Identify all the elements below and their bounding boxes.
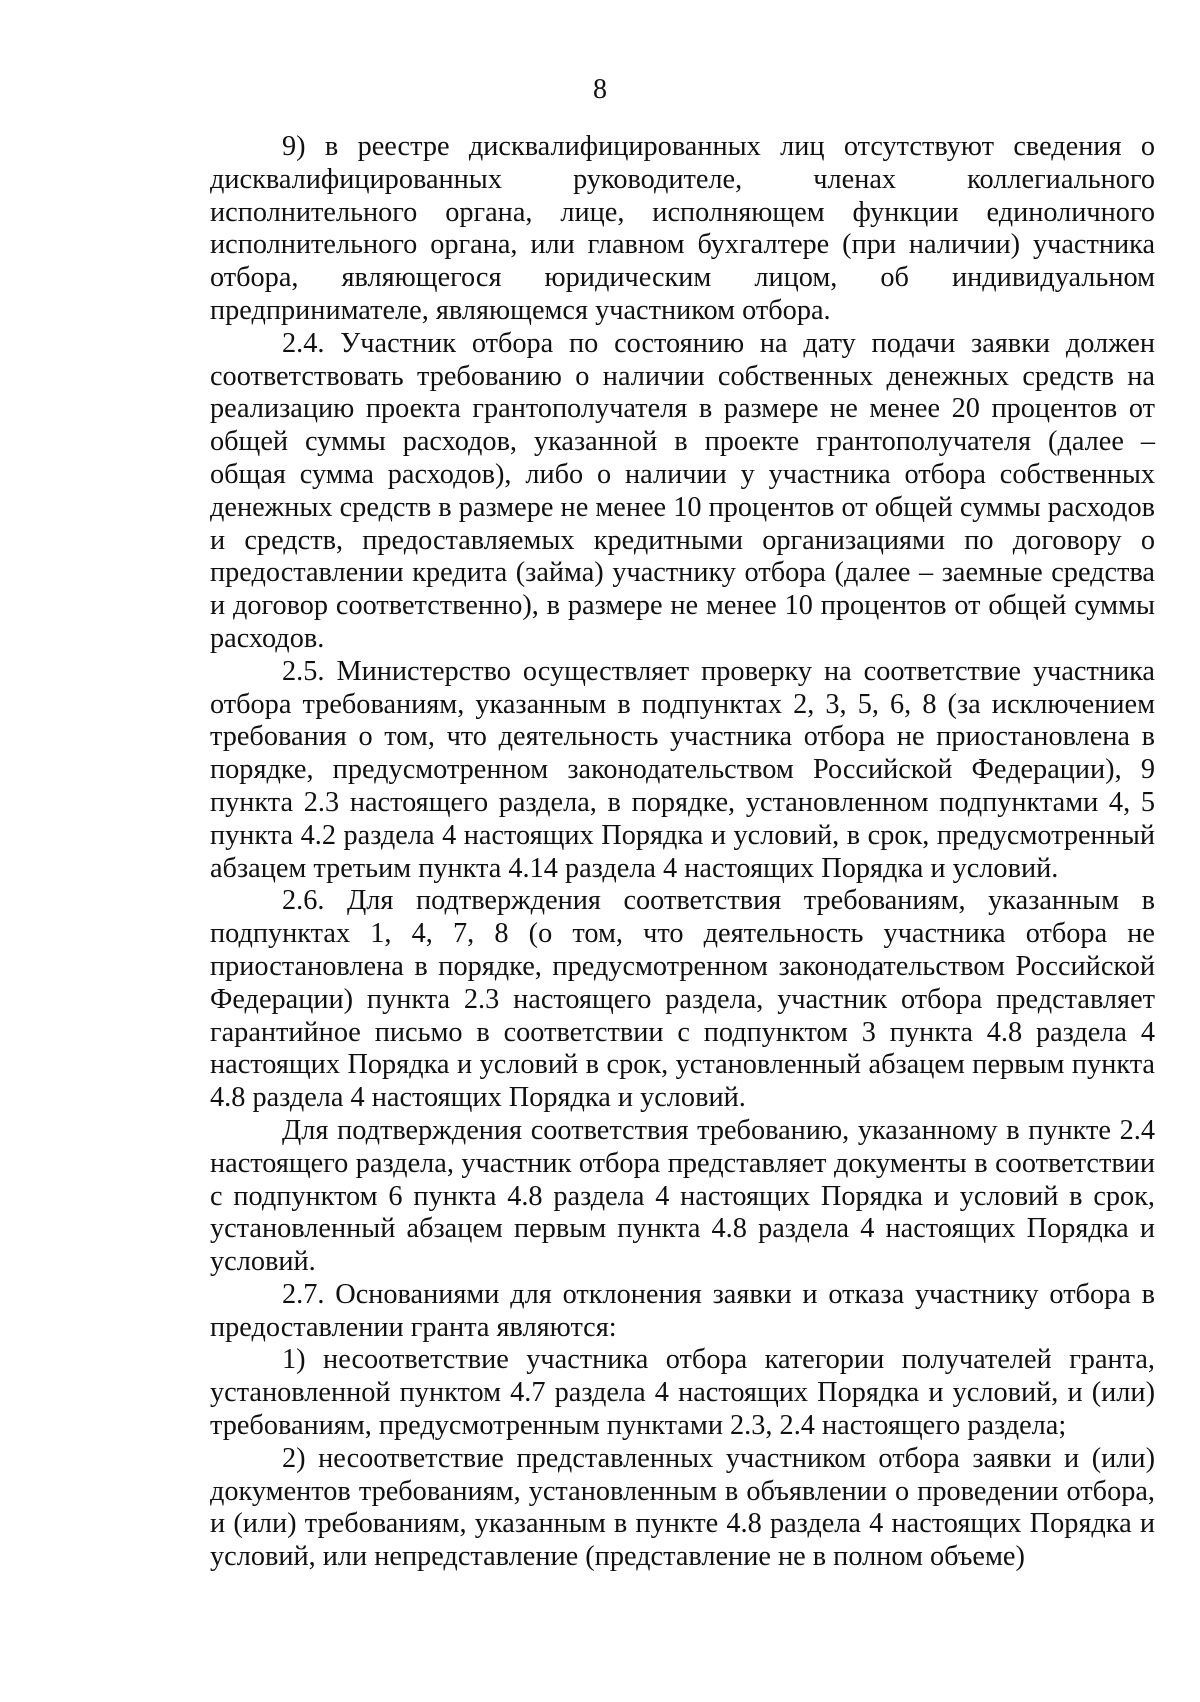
paragraph-2-5: 2.5. Министерство осуществляет проверку на соответствие участника отбора требованиям, указанным в подпунктах 2, 3, 5, 6, 8 (за исключением требования о том, что деятельность участника отбора не приостановлена в порядке, предусмотренном законодательством Российской Федерации), 9 пункта 2.3 настоящего раздела, в порядке, установленном подпунктами 4, 5 пункта 4.2 раздела 4 настоящих Порядка и условий, в срок, предусмотренный абзацем третьим пункта 4.14 раздела 4 настоящих Порядка и условий. <box>210 655 1155 884</box>
page-number: 8 <box>593 74 607 105</box>
paragraph-2-7: 2.7. Основаниями для отклонения заявки и отказа участнику отбора в предоставлении гранта являются: <box>210 1278 1155 1343</box>
document-body <box>210 131 1155 1574</box>
paragraph-2-6: 2.6. Для подтверждения соответствия требованиям, указанным в подпунктах 1, 4, 7, 8 (о том, что деятельность участника отбора не приостановлена в порядке, предусмотренном законодательством Российской Федерации) пункта 2.3 настоящего раздела, участник отбора представляет гарантийное письмо в соответствии с подпунктом 3 пункта 4.8 раздела 4 настоящих Порядка и условий в срок, установленный абзацем первым пункта 4.8 раздела 4 настоящих Порядка и условий. <box>210 885 1155 1114</box>
paragraph-2-7-item-2: 2) несоответствие представленных участником отбора заявки и (или) документов требованиям, установленным в объявлении о проведении отбора, и (или) требованиям, указанным в пункте 4.8 раздела 4 настоящих Порядка и условий, или непредставление (представление не в полном объеме) <box>210 1442 1155 1573</box>
paragraph-2-6-continuation: Для подтверждения соответствия требованию, указанному в пункте 2.4 настоящего раздела, участник отбора представляет документы в соответствии с подпунктом 6 пункта 4.8 раздела 4 настоящих Порядка и условий в срок, установленный абзацем первым пункта 4.8 раздела 4 настоящих Порядка и условий. <box>210 1114 1155 1278</box>
paragraph-2-7-item-1: 1) несоответствие участника отбора категории получателей гранта, установленной пунктом 4.7 раздела 4 настоящих Порядка и условий, и (или) требованиям, предусмотренным пунктами 2.3, 2.4 настоящего раздела; <box>210 1344 1155 1442</box>
paragraph-2-4: 2.4. Участник отбора по состоянию на дату подачи заявки должен соответствовать требованию о наличии собственных денежных средств на реализацию проекта грантополучателя в размере не менее 20 процентов от общей суммы расходов, указанной в проекте грантополучателя (далее – общая сумма расходов), либо о наличии у участника отбора собственных денежных средств в размере не менее 10 процентов от общей суммы расходов и средств, предоставляемых кредитными организациями по договору о предоставлении кредита (займа) участнику отбора (далее – заемные средства и договор соответственно), в размере не менее 10 процентов от общей суммы расходов. <box>210 327 1155 654</box>
paragraph-item-9: 9) в реестре дисквалифицированных лиц отсутствуют сведения о дисквалифицированных руководителе, членах коллегиального исполнительного органа, лице, исполняющем функции единоличного исполнительного органа, или главном бухгалтере (при наличии) участника отбора, являющегося юридическим лицом, об индивидуальном предпринимателе, являющемся участником отбора. <box>210 131 1155 326</box>
